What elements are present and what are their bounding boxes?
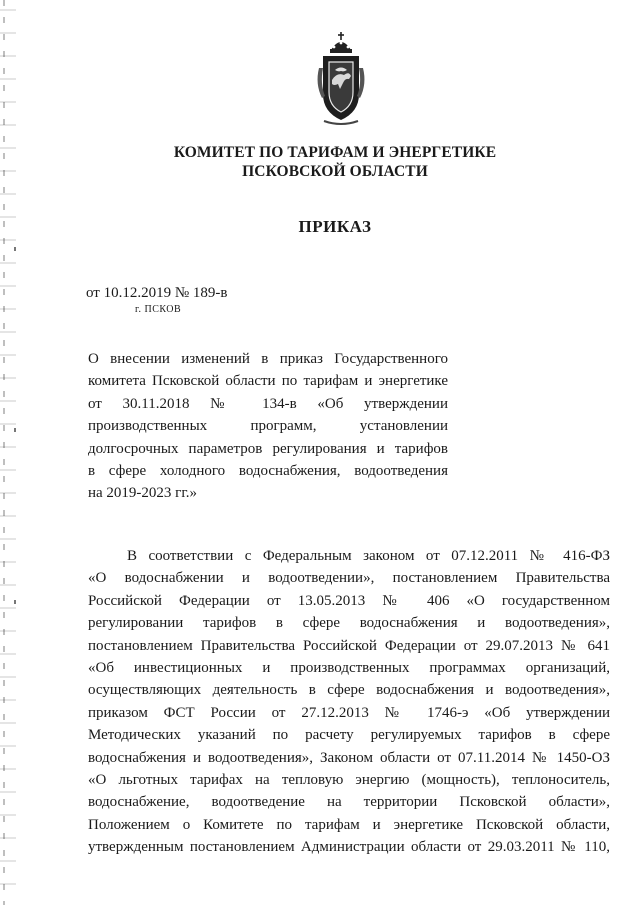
body-line: «О льготных тарифах на тепловую энергию (мощность), теплоноситель, bbox=[88, 771, 610, 788]
city-label: г. ПСКОВ bbox=[135, 304, 182, 315]
subject-line: в сфере холодного водоснабжения, водоотведения bbox=[88, 462, 448, 479]
body-line: осуществляющих деятельность в сфере водоснабжения и водоотведения», bbox=[88, 682, 610, 699]
document-type-title: ПРИКАЗ bbox=[298, 217, 372, 236]
organization-name-line2: ПСКОВСКОЙ ОБЛАСТИ bbox=[242, 163, 428, 180]
subject-line: от 30.11.2018 № 134-в «Об утверждении bbox=[88, 395, 448, 412]
body-line: «О водоснабжении и водоотведении», постановлением Правительства bbox=[88, 570, 610, 587]
subject-line: производственных программ, установлении bbox=[88, 418, 448, 435]
scan-mark bbox=[14, 428, 16, 432]
body-line: регулировании тарифов в сфере водоснабжения и водоотведения», bbox=[88, 615, 610, 632]
scan-mark bbox=[14, 600, 16, 604]
subject-line: О внесении изменений в приказ Государственного bbox=[88, 351, 448, 367]
organization-name bbox=[0, 143, 640, 181]
body-line: постановлением Правительства Российской Федерации от 29.07.2013 № 641 bbox=[88, 637, 610, 654]
order-subject bbox=[88, 348, 448, 505]
coat-of-arms-icon bbox=[310, 28, 372, 128]
organization-name-line1: КОМИТЕТ ПО ТАРИФАМ И ЭНЕРГЕТИКЕ bbox=[173, 144, 497, 161]
body-line: Положением о Комитете по тарифам и энергетике Псковской области, bbox=[88, 816, 610, 833]
body-line: Методических указаний по расчету регулируемых тарифов в сфере bbox=[88, 727, 610, 744]
body-line: водоснабжения и водоотведения», Законом области от 07.11.2014 № 1450-ОЗ bbox=[88, 749, 610, 766]
date-and-number: от 10.12.2019 № 189-в bbox=[86, 285, 228, 301]
subject-line: долгосрочных параметров регулирования и тарифов bbox=[88, 440, 448, 457]
body-line: Российской Федерации от 13.05.2013 № 406 «О государственном bbox=[88, 592, 610, 609]
scan-mark bbox=[14, 247, 16, 251]
subject-line: на 2019-2023 гг.» bbox=[88, 485, 198, 502]
body-line: В соответствии с Федеральным законом от 07.12.2011 № 416-ФЗ bbox=[127, 548, 610, 564]
subject-line: комитета Псковской области по тарифам и энергетике bbox=[88, 373, 448, 390]
body-line: водоснабжение, водоотведение на территории Псковской области», bbox=[88, 794, 610, 811]
body-line: «Об инвестиционных и производственных программах организаций, bbox=[88, 659, 610, 676]
body-line: приказом ФСТ России от 27.12.2013 № 1746-э «Об утверждении bbox=[88, 704, 610, 721]
scan-edge-artifact bbox=[0, 0, 16, 905]
body-line: утвержденным постановлением Администрации области от 29.03.2011 № 110, bbox=[88, 839, 610, 856]
body-paragraph bbox=[88, 545, 610, 858]
